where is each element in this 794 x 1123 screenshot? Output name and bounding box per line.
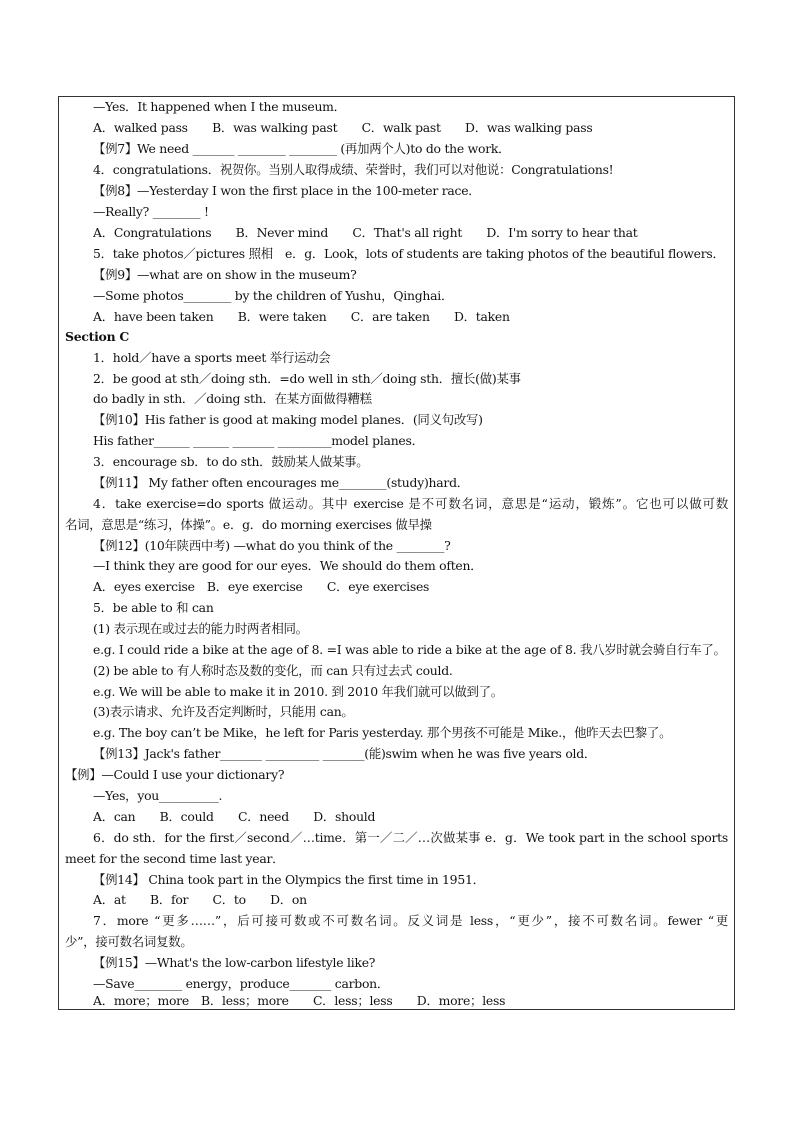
text-line: 2．be good at sth／doing sth．=do well in sth／doing sth．擅长(做)某事 (93, 371, 521, 386)
text-line: A．more；more B．less；more C．less；less D．more；less (93, 993, 506, 1008)
text-line: 【例10】His father is good at making model planes．(同义句改写) (93, 412, 483, 427)
text-line: A．Congratulations B．Never mind C．That's all right D．I'm sorry to hear that (93, 225, 638, 240)
text-line: (1) 表示现在或过去的能力时两者相同。 (93, 621, 308, 636)
text-line: 名词，意思是“练习，体操”。e．g．do morning exercises 做早操 (65, 517, 432, 532)
text-line: A．walked pass B．was walking past C．walk past D．was walking pass (93, 120, 593, 135)
text-line: 5．take photos／pictures 照相 e．g．Look，lots of students are taking photos of the beautiful flowers． (93, 246, 725, 261)
text-line: 【例】—Could I use your dictionary? (65, 767, 285, 782)
text-line: (3)表示请求、允许及否定判断时，只能用 can。 (93, 704, 354, 719)
text-line: 1．hold／have a sports meet 举行运动会 (93, 350, 331, 365)
text-line: —Save________ energy，produce_______ carbon． (93, 976, 390, 991)
text-line: 7．more “更多……”，后可接可数或不可数名词。反义词是 less，“更少”，接不可数名词。fewer “更 (93, 913, 728, 928)
text-line: 【例14】 China took part in the Olympics the first time in 1951． (93, 872, 485, 887)
text-line: 【例9】—what are on show in the museum? (93, 267, 357, 282)
text-line: e.g. I could ride a bike at the age of 8. =I was able to ride a bike at the age of 8. 我八岁时就会骑自行车了。 (93, 642, 726, 657)
text-line: —Yes，you__________. (93, 788, 223, 803)
text-line: (2) be able to 有人称时态及数的变化，而 can 只有过去式 could. (93, 663, 453, 678)
text-line: do badly in sth．／doing sth．在某方面做得糟糕 (93, 391, 372, 406)
text-line: His father______ ______ _______ _________model planes． (93, 433, 424, 448)
text-line: 【例7】We need _______ ________ ________ (再加两个人)to do the work． (93, 141, 511, 156)
text-line: 5．be able to 和 can (93, 600, 214, 615)
section-heading: Section C (65, 329, 130, 344)
text-line: —I think they are good for our eyes．We should do them often． (93, 558, 483, 573)
text-line: —Some photos________ by the children of Yushu，Qinghai． (93, 288, 454, 303)
text-line: —Yes．It happened when I the museum． (93, 99, 346, 114)
text-line: 【例11】 My father often encourages me________(study)hard． (93, 475, 469, 490)
text-line: —Really? ________ ! (93, 204, 209, 219)
text-line: 6．do sth．for the first／second／…time．第一／二／…次做某事 e．g．We took part in the school sports (93, 830, 728, 845)
text-line: 【例12】(10年陕西中考) —what do you think of the ________? (93, 538, 451, 553)
text-line: meet for the second time last year． (65, 851, 285, 866)
text-line: A．at B．for C．to D．on (93, 892, 307, 907)
text-line: 【例8】—Yesterday I won the first place in the 100-meter race． (93, 183, 481, 198)
content-frame (58, 96, 735, 1010)
text-line: 【例13】Jack's father_______ _________ _______(能)swim when he was five years old． (93, 746, 597, 761)
text-line: A．can B．could C．need D．should (93, 809, 376, 824)
text-line: A．eyes exercise B．eye exercise C．eye exercises (93, 579, 430, 594)
text-line: 少”，接可数名词复数。 (65, 934, 193, 949)
text-line: 【例15】—What's the low-carbon lifestyle like? (93, 955, 376, 970)
text-line: 4．take exercise=do sports 做运动。其中 exercise 是不可数名词，意思是“运动，锻炼”。它也可以做可数 (93, 496, 728, 511)
text-line: e.g. The boy can’t be Mike，he left for Paris yesterday. 那个男孩不可能是 Mike.，他昨天去巴黎了。 (93, 725, 672, 740)
text-line: A．have been taken B．were taken C．are taken D．taken (93, 309, 510, 324)
text-line: 3．encourage sb．to do sth．鼓励某人做某事。 (93, 454, 369, 469)
text-line: 4．congratulations．祝贺你。当别人取得成绩、荣誉时，我们可以对他说：Congratulations! (93, 162, 614, 177)
text-line: e.g. We will be able to make it in 2010. 到 2010 年我们就可以做到了。 (93, 684, 503, 699)
